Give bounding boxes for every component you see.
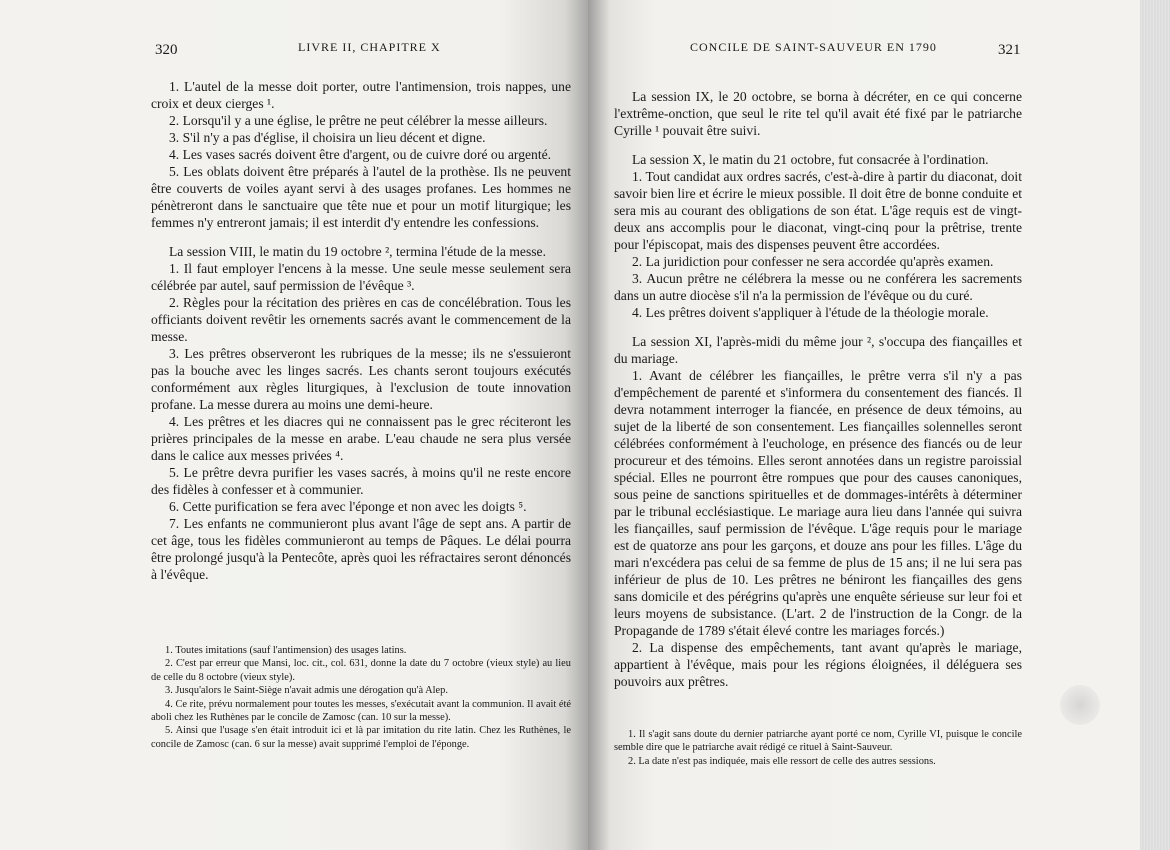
paragraph: La session XI, l'après-midi du même jour ², s'occupa des fiançailles et du mariage. xyxy=(614,334,1022,366)
page-edges xyxy=(1140,0,1170,850)
main-text xyxy=(614,88,1022,690)
paragraph: 2. Règles pour la récitation des prières en cas de concélébration. Tous les officiants doivent revêtir les ornements sacrés avant le commencement de la messe. xyxy=(151,295,571,344)
running-head: LIVRE II, CHAPITRE X xyxy=(298,40,441,54)
page-number: 320 xyxy=(155,42,178,58)
paragraph: 1. Tout candidat aux ordres sacrés, c'est-à-dire à partir du diaconat, doit savoir bien lire et écrire le mieux possible. Il doit être de bonne conduite et sera mis au courant des obligations de son état. L'âge requis est de vingt-deux ans accomplis pour le diaconat, vingt-cinq pour la prêtrise, trente pour l'épiscopat, mais des dispenses peuvent être accordées. xyxy=(614,169,1022,252)
paragraph: 3. S'il n'y a pas d'église, il choisira un lieu décent et digne. xyxy=(169,130,486,145)
paper-smudge xyxy=(1060,685,1100,725)
main-text xyxy=(151,78,571,583)
paragraph: 2. La juridiction pour confesser ne sera accordée qu'après examen. xyxy=(632,254,994,269)
paragraph: La session VIII, le matin du 19 octobre ², termina l'étude de la messe. xyxy=(169,244,546,259)
paragraph: La session X, le matin du 21 octobre, fut consacrée à l'ordination. xyxy=(632,152,989,167)
paragraph: La session IX, le 20 octobre, se borna à décréter, en ce qui concerne l'extrême-onction, que seul le rite tel qu'il avait été fixé par le patriarche Cyrille ¹ pouvait être suivi. xyxy=(614,89,1022,138)
paragraph: 5. Le prêtre devra purifier les vases sacrés, à moins qu'il ne reste encore des fidèles à confesser et à communier. xyxy=(151,465,571,497)
paragraph: 2. La dispense des empêchements, tant avant qu'après le mariage, appartient à l'évêque, mais pour les régions éloignées, il déléguera ses pouvoirs aux prêtres. xyxy=(614,640,1022,689)
paragraph: 4. Les prêtres et les diacres qui ne connaissent pas le grec réciteront les prières principales de la messe en arabe. L'eau chaude ne sera plus versée dans le calice aux messes privées ⁴. xyxy=(151,414,571,463)
paragraph: 2. Lorsqu'il y a une église, le prêtre ne peut célébrer la messe ailleurs. xyxy=(169,113,548,128)
paragraph: 3. Les prêtres observeront les rubriques de la messe; ils ne s'essuieront pas la bouche avec les linges sacrés. Les chants seront toujours exécutés conformément aux règles liturgiques, à l'exclusion de toute innovation profane. La messe durera au moins une demi-heure. xyxy=(151,346,571,412)
paragraph: 1. Avant de célébrer les fiançailles, le prêtre verra s'il n'y a pas d'empêchement de parenté et s'informera du consentement des fiancés. Il devra notamment interroger la fiancée, en présence de deux témoins, au sujet de la liberté de son consentement. Les fiançailles solennelles seront célébrées conformément à l'euchologe, en présence des fiancés ou de leur procureur et des témoins. Elles seront annotées dans un registre paroissial spécial. Elles ne pourront être rompues que pour des causes canoniques, sous peine de sanctions spirituelles et de dommages-intérêts à déterminer par le tribunal ecclésiastique. Le mariage aura lieu dans l'année qui suivra les fiançailles, sauf permission de l'évêque. L'âge requis pour le mariage est de quatorze ans pour les garçons, et douze ans pour les filles. L'âge du mari n'excédera pas celui de sa femme de plus de 15 ans; il ne lui sera pas inférieur de plus de 10. Les prêtres ne béniront les fiançailles des gens sans domicile et des pérégrins qu'après une enquête sérieuse sur leur foi et leurs moyens de subsistance. (L'art. 2 de l'instruction de la Congr. de la Propagande de 1789 s'était élevé contre les mariages forcés.) xyxy=(614,368,1022,638)
page-number: 321 xyxy=(998,42,1021,58)
footnote: 1. Il s'agit sans doute du dernier patriarche ayant porté ce nom, Cyrille VI, puisque le concile semble dire que le patriarche avait rédigé ce rituel à Saint-Sauveur. xyxy=(614,729,1022,754)
footnotes xyxy=(151,644,571,751)
footnote: 4. Ce rite, prévu normalement pour toutes les messes, s'exécutait avant la communion. Il avait été aboli chez les Ruthènes par le concile de Zamosc (can. 10 sur la messe). xyxy=(151,698,571,724)
paragraph: 7. Les enfants ne communieront plus avant l'âge de sept ans. A partir de cet âge, tous les fidèles communieront au temps de Pâques. Le délai pourra être prolongé jusqu'à la Pentecôte, après quoi les réfractaires seront dénoncés à l'évêque. xyxy=(151,516,571,582)
paragraph: 4. Les vases sacrés doivent être d'argent, ou de cuivre doré ou argenté. xyxy=(169,147,552,162)
paragraph: 4. Les prêtres doivent s'appliquer à l'étude de la théologie morale. xyxy=(632,305,989,320)
footnote: 2. La date n'est pas indiquée, mais elle ressort de celle des autres sessions. xyxy=(628,755,936,767)
footnote: 1. Toutes imitations (sauf l'antimension) des usages latins. xyxy=(165,645,407,656)
footnote: 5. Ainsi que l'usage s'en était introduit ici et là par imitation du rite latin. Chez les Ruthènes, le concile de Zamosc (can. 6 sur la messe) avait supprimé l'emploi de l'éponge. xyxy=(151,725,571,750)
right-page xyxy=(588,0,1140,850)
paragraph: 1. L'autel de la messe doit porter, outre l'antimension, trois nappes, une croix et deux cierges ¹. xyxy=(151,79,571,111)
running-head: CONCILE DE SAINT-SAUVEUR EN 1790 xyxy=(690,40,937,54)
paragraph: 3. Aucun prêtre ne célébrera la messe ou ne conférera les sacrements dans un autre diocèse s'il n'a la permission de l'évêque ou du curé. xyxy=(614,271,1022,303)
footnote: 3. Jusqu'alors le Saint-Siège n'avait admis une dérogation qu'à Alep. xyxy=(165,685,448,697)
footnotes xyxy=(614,728,1022,768)
paragraph: 6. Cette purification se fera avec l'éponge et non avec les doigts ⁵. xyxy=(169,499,527,514)
paragraph: 1. Il faut employer l'encens à la messe. Une seule messe seulement sera célébrée par autel, sauf permission de l'évêque ³. xyxy=(151,261,571,293)
paragraph: 5. Les oblats doivent être préparés à l'autel de la prothèse. Ils ne peuvent être couverts de voiles ayant servi à des usages profanes. Les hommes ne pénètreront dans le sanctuaire que tête nue et pour un motif liturgique; les femmes n'y entreront jamais; il est interdit d'y entendre les confessions. xyxy=(151,164,571,230)
footnote: 2. C'est par erreur que Mansi, loc. cit., col. 631, donne la date du 7 octobre (vieux style) au lieu de celle du 8 octobre (vieux style). xyxy=(151,658,571,683)
